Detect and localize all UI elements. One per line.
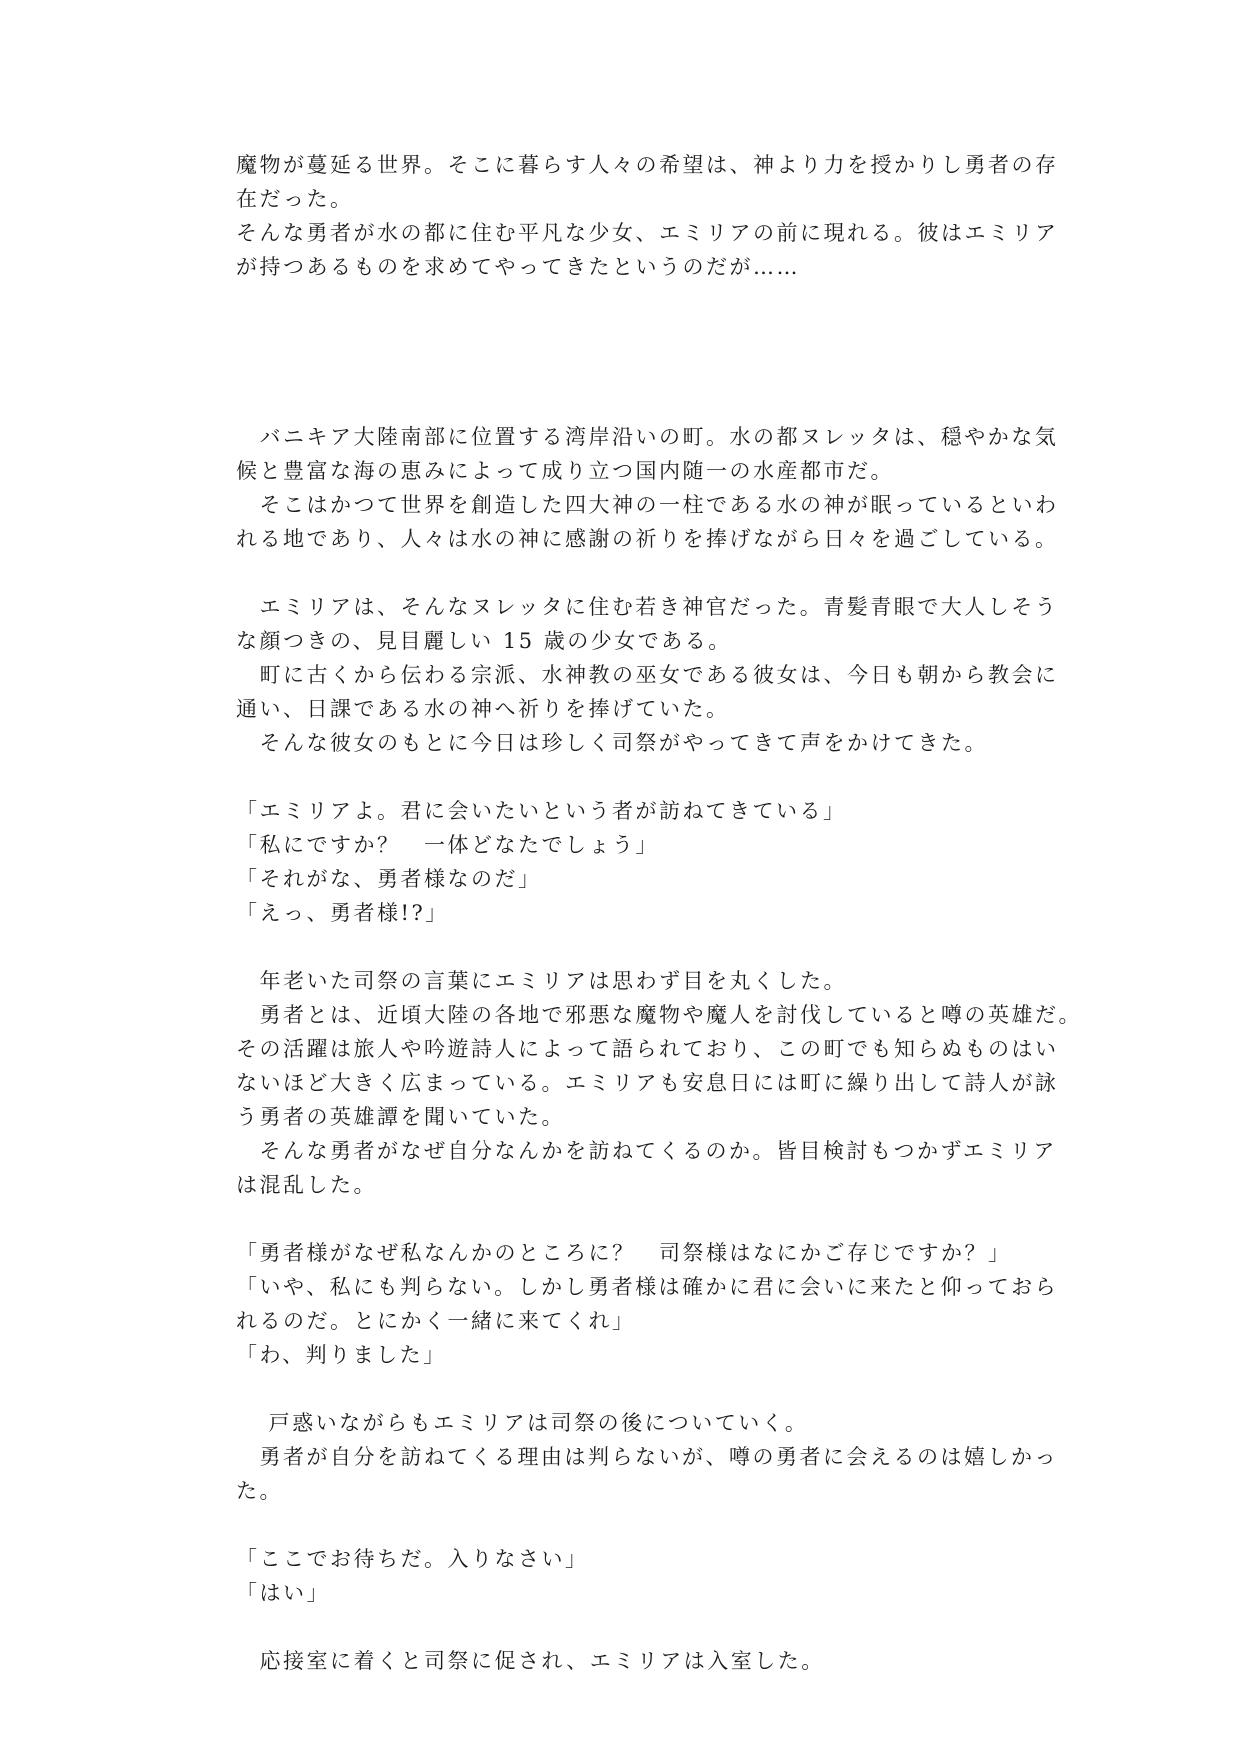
blank-line [236,1610,1016,1644]
synopsis-line: 魔物が蔓延る世界。そこに暮らす人々の希望は、神より力を授かりし勇者の存 [236,153,1059,177]
body-line: 「えっ、勇者様!?」 [236,901,449,925]
blank-line [236,1202,1016,1236]
body-line: 「勇者様がなぜ私なんかのところに？ 司祭様はなにかご存じですか？」 [236,1241,1012,1265]
synopsis-line: が持つあるものを求めてやってきたというのだが…… [236,255,800,279]
body-line: 戸惑いながらもエミリアは司祭の後についていく。 [236,1411,809,1435]
synopsis [236,148,1059,284]
blank-line [236,556,1016,590]
body-line: れるのだ。とにかく一緒に来てくれ」 [236,1309,636,1333]
body-line: れる地であり、人々は水の神に感謝の祈りを捧げながら日々を過ごしている。 [236,527,1059,551]
body-line: バニキア大陸南部に位置する湾岸沿いの町。水の都ヌレッタは、穏やかな気 [236,425,1059,449]
body-line: な顔つきの、見目麗しい 15 歳の少女である。 [236,629,732,653]
body-line: そこはかつて世界を創造した四大神の一柱である水の神が眠っているといわ [236,493,1059,517]
blank-line [236,1508,1016,1542]
body-line: 応接室に着くと司祭に促され、エミリアは入室した。 [236,1649,825,1673]
body-line: エミリアは、そんなヌレッタに住む若き神官だった。青髪青眼で大人しそう [236,595,1059,619]
blank-line [236,1372,1016,1406]
body-line: そんな彼女のもとに今日は珍しく司祭がやってきて声をかけてきた。 [236,731,988,755]
body-line: 勇者とは、近頃大陸の各地で邪悪な魔物や魔人を討伐していると噂の英雄だ。 [236,1003,1082,1027]
body-line: そんな勇者がなぜ自分なんかを訪ねてくるのか。皆目検討もつかずエミリア [236,1139,1057,1163]
section-spacer [236,284,1016,420]
body-line: 年老いた司祭の言葉にエミリアは思わず目を丸くした。 [236,969,847,993]
body-line: 通い、日課である水の神へ祈りを捧げていた。 [236,697,730,721]
story-body [236,420,1082,1678]
body-line: た。 [236,1479,283,1503]
body-line: 候と豊富な海の恵みによって成り立つ国内随一の水産都市だ。 [236,459,894,483]
body-line: 「はい」 [236,1581,330,1605]
body-line: 町に古くから伝わる宗派、水神教の巫女である彼女は、今日も朝から教会に [236,663,1059,687]
body-line: 「ここでお待ちだ。入りなさい」 [236,1547,589,1571]
blank-line [236,760,1016,794]
body-line: ないほど大きく広まっている。エミリアも安息日には町に繰り出して詩人が詠 [236,1071,1059,1095]
body-line: 「エミリアよ。君に会いたいという者が訪ねてきている」 [236,799,847,823]
synopsis-line: 在だった。 [236,187,354,211]
body-line: 「わ、判りました」 [236,1343,447,1367]
body-line: 「私にですか？ 一体どなたでしょう」 [236,833,659,857]
body-line: は混乱した。 [236,1173,377,1197]
blank-line [236,930,1016,964]
body-line: 「いや、私にも判らない。しかし勇者様は確かに君に会いに来たと仰っておら [236,1275,1059,1299]
body-line: 勇者が自分を訪ねてくる理由は判らないが、噂の勇者に会えるのは嬉しかっ [236,1445,1058,1469]
body-line: 「それがな、勇者様なのだ」 [236,867,542,891]
body-line: う勇者の英雄譚を聞いていた。 [236,1105,565,1129]
document-page [236,148,1082,1678]
body-line: その活躍は旅人や吟遊詩人によって語られており、この町でも知らぬものはい [236,1037,1059,1061]
synopsis-line: そんな勇者が水の都に住む平凡な少女、エミリアの前に現れる。彼はエミリア [236,221,1059,245]
